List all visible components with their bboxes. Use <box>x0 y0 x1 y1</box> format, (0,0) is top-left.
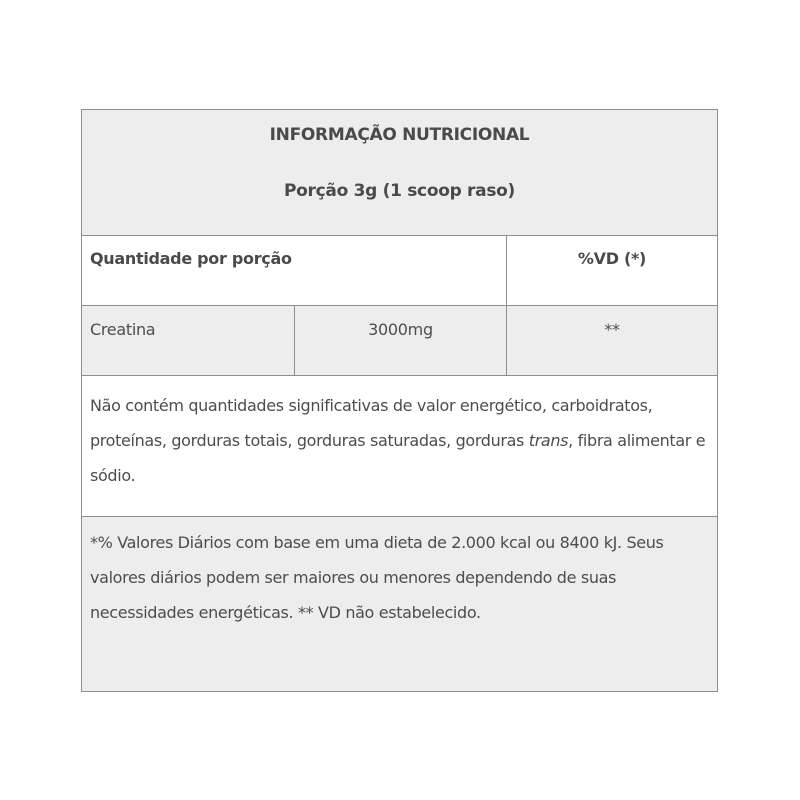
nutrition-facts-table <box>81 109 718 692</box>
footnote: *% Valores Diários com base em uma dieta de 2.000 kcal ou 8400 kJ. Seus valores diários podem ser maiores ou menores dependendo de suas necessidades energéticas. ** VD não estabelecido. <box>82 517 718 692</box>
quantity-header: Quantidade por porção <box>90 249 292 268</box>
table-row <box>82 306 718 376</box>
nutrient-daily-value: ** <box>507 306 718 376</box>
disclaimer-note <box>82 376 718 517</box>
nutrient-amount: 3000mg <box>295 306 507 376</box>
serving-size: Porção 3g (1 scoop raso) <box>284 181 515 201</box>
disclaimer-italic: trans <box>528 431 569 450</box>
table-header <box>82 110 718 236</box>
daily-value-header: %VD (*) <box>507 236 718 306</box>
disclaimer-text-part2: , fibra alimentar e sódio. <box>90 431 706 485</box>
table-title: INFORMAÇÃO NUTRICIONAL <box>269 125 530 145</box>
nutrient-name: Creatina <box>82 306 295 376</box>
quantity-header-cell <box>82 236 507 306</box>
disclaimer-text-part1: Não contém quantidades significativas de valor energético, carboidratos, proteínas, gorduras totais, gorduras saturadas, gorduras <box>90 396 653 450</box>
